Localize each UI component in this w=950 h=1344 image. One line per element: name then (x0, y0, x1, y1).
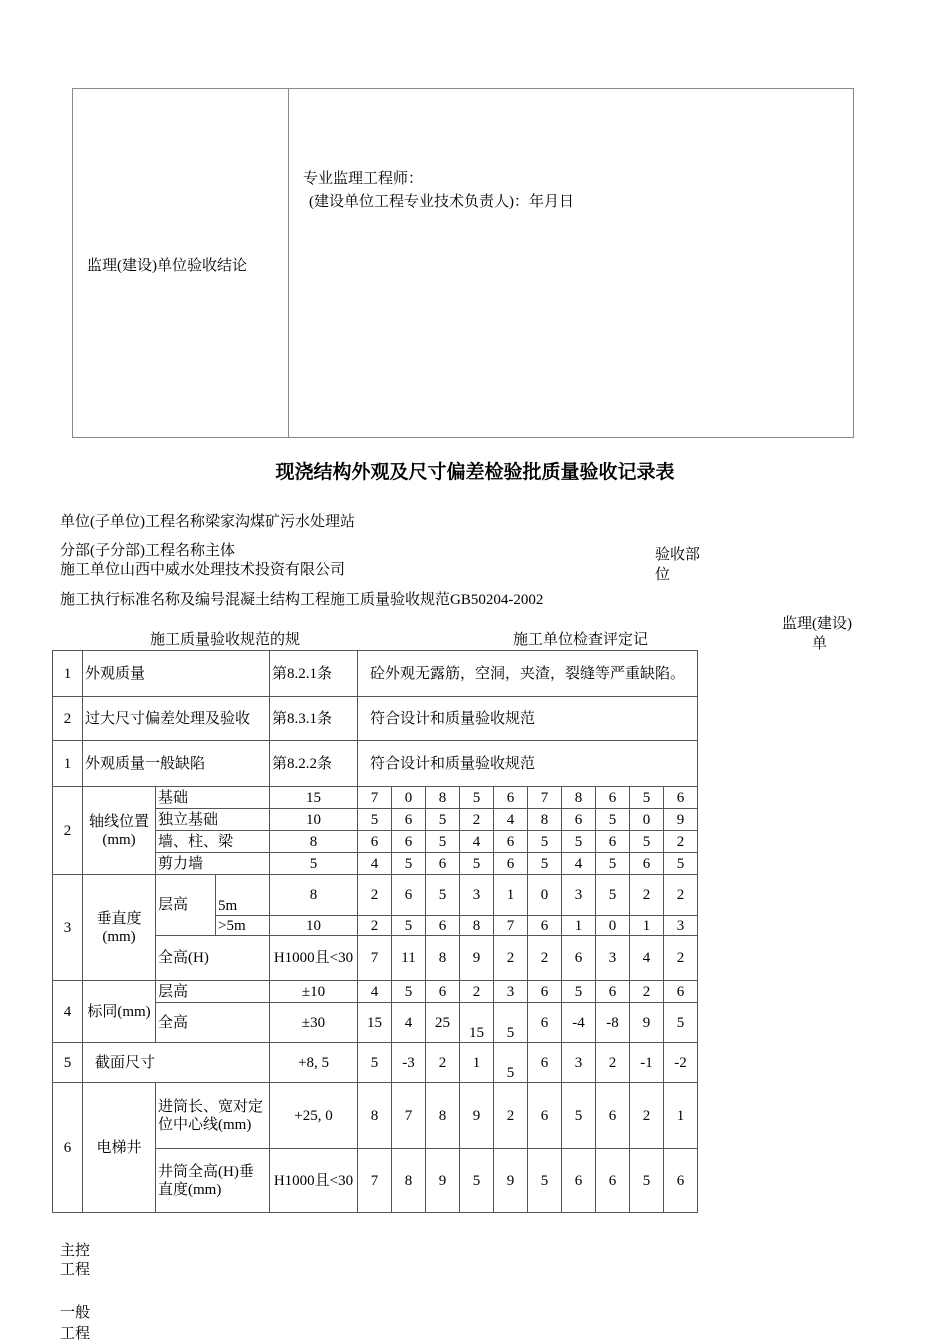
table-row (53, 1083, 698, 1149)
measure: -3 (392, 1043, 426, 1083)
project-name-line: 单位(子单位)工程名称梁家沟煤矿污水处理站 (60, 514, 355, 530)
measure: 2 (630, 981, 664, 1003)
measure: 5 (426, 831, 460, 853)
measure: 1 (460, 1043, 494, 1083)
measure: 6 (528, 1043, 562, 1083)
measure: 2 (630, 1083, 664, 1149)
measure: 4 (630, 936, 664, 981)
sub-item: 井筒全高(H)垂直度(mm) (156, 1149, 270, 1213)
measure: -1 (630, 1043, 664, 1083)
clause: 第8.3.1条 (270, 697, 358, 741)
sub-item: 全高 (156, 1003, 270, 1043)
measure: 8 (562, 787, 596, 809)
table-row (53, 981, 698, 1003)
measure: 4 (494, 809, 528, 831)
measure: 6 (596, 831, 630, 853)
measure: 5 (562, 981, 596, 1003)
measure: 5 (460, 853, 494, 875)
measure: 6 (596, 787, 630, 809)
measure: 5 (392, 853, 426, 875)
sub-item: 层高 (156, 875, 216, 936)
tolerance: 10 (270, 809, 358, 831)
row-number: 5 (53, 1043, 83, 1083)
measure: 6 (596, 1083, 630, 1149)
accept-part-label-1: 验收部 (655, 547, 701, 563)
measure: -4 (562, 1003, 596, 1043)
measure: 9 (426, 1149, 460, 1213)
measure: 1 (494, 875, 528, 916)
measure: 5 (664, 853, 698, 875)
sub-item: >5m (216, 916, 270, 936)
supervisor-label-1: 监理(建设) (782, 616, 852, 632)
measure: 9 (494, 1149, 528, 1213)
measure: 5 (358, 1043, 392, 1083)
measure: 15 (460, 1003, 494, 1043)
group-label: 垂直度(mm) (83, 875, 156, 981)
measure: 5 (494, 1043, 528, 1083)
measure: 5 (392, 981, 426, 1003)
measure: 25 (426, 1003, 460, 1043)
tolerance: ±10 (270, 981, 358, 1003)
measure: 6 (630, 853, 664, 875)
measure: 8 (460, 916, 494, 936)
check-column-header: 施工单位检查评定记 (513, 632, 649, 648)
measure: 7 (358, 787, 392, 809)
measure: 2 (460, 981, 494, 1003)
measure: 0 (630, 809, 664, 831)
sub-item: 基础 (156, 787, 270, 809)
measure: 3 (460, 875, 494, 916)
measure: -8 (596, 1003, 630, 1043)
table-row (53, 741, 698, 787)
measure: 3 (664, 916, 698, 936)
measure: 8 (426, 936, 460, 981)
measure: 8 (358, 1083, 392, 1149)
main-control-label-1: 主控 (60, 1243, 91, 1259)
measure: 5 (494, 1003, 528, 1043)
item-name: 截面尺寸 (83, 1043, 270, 1083)
sub-item: 进筒长、宽对定位中心线(mm) (156, 1083, 270, 1149)
acceptance-label: 监理(建设)单位验收结论 (87, 258, 247, 274)
measure: 11 (392, 936, 426, 981)
tolerance: 8 (270, 875, 358, 916)
sub-project-line: 分部(子分部)工程名称主体 (60, 543, 235, 559)
measure: 5 (562, 831, 596, 853)
contractor-line: 施工单位山西中威水处理技术投资有限公司 (60, 562, 346, 578)
measure: 6 (664, 787, 698, 809)
measure: 5 (630, 831, 664, 853)
tolerance: 15 (270, 787, 358, 809)
measure: 6 (528, 1003, 562, 1043)
measure: 5 (528, 831, 562, 853)
owner-signature-line: (建设单位工程专业技术负责人)：年月日 (309, 194, 574, 210)
measure: 4 (392, 1003, 426, 1043)
measure: 5 (664, 1003, 698, 1043)
sub-item: 5m (216, 875, 270, 916)
measure: 1 (664, 1083, 698, 1149)
acceptance-conclusion-box (72, 88, 854, 438)
measure: 8 (392, 1149, 426, 1213)
measure: 6 (562, 1149, 596, 1213)
general-label-2: 工程 (60, 1326, 91, 1342)
measure: 2 (528, 936, 562, 981)
measure: 6 (494, 787, 528, 809)
measure: 2 (494, 1083, 528, 1149)
item-description: 砼外观无露筋，空洞，夹渣，裂缝等严重缺陷。 (358, 651, 698, 697)
measure: 6 (426, 853, 460, 875)
measure: 2 (358, 916, 392, 936)
measure: 8 (426, 787, 460, 809)
measure: 6 (392, 831, 426, 853)
measure: 5 (426, 875, 460, 916)
measure: 5 (528, 1149, 562, 1213)
measure: 5 (596, 853, 630, 875)
measure: 2 (494, 936, 528, 981)
tolerance: ±30 (270, 1003, 358, 1043)
tolerance: +25, 0 (270, 1083, 358, 1149)
measure: 5 (528, 853, 562, 875)
measure: 2 (596, 1043, 630, 1083)
measure: 3 (562, 875, 596, 916)
measure: 6 (528, 916, 562, 936)
clause: 第8.2.2条 (270, 741, 358, 787)
measure: 9 (460, 936, 494, 981)
measure: 6 (664, 981, 698, 1003)
measure: 7 (494, 916, 528, 936)
measure: 5 (596, 809, 630, 831)
sub-item: 层高 (156, 981, 270, 1003)
measure: 5 (562, 1083, 596, 1149)
measure: 2 (664, 875, 698, 916)
group-label: 电梯井 (83, 1083, 156, 1213)
box-divider (288, 89, 289, 437)
measure: 3 (494, 981, 528, 1003)
measure: 6 (596, 981, 630, 1003)
measure: 5 (460, 787, 494, 809)
table-row (53, 1043, 698, 1083)
item-name: 外观质量一般缺陷 (83, 741, 270, 787)
measure: 4 (358, 981, 392, 1003)
measure: 7 (358, 1149, 392, 1213)
measure: 0 (392, 787, 426, 809)
measure: 6 (426, 916, 460, 936)
row-number: 2 (53, 697, 83, 741)
inspection-table (52, 650, 698, 1213)
measure: 9 (460, 1083, 494, 1149)
standard-line: 施工执行标准名称及编号混凝土结构工程施工质量验收规范GB50204-2002 (60, 592, 544, 608)
measure: 1 (562, 916, 596, 936)
item-description: 符合设计和质量验收规范 (358, 741, 698, 787)
tolerance: +8, 5 (270, 1043, 358, 1083)
item-description: 符合设计和质量验收规范 (358, 697, 698, 741)
measure: 7 (392, 1083, 426, 1149)
measure: 5 (426, 809, 460, 831)
measure: 4 (562, 853, 596, 875)
measure: 2 (426, 1043, 460, 1083)
measure: 5 (630, 787, 664, 809)
measure: 2 (358, 875, 392, 916)
group-label: 标同(mm) (83, 981, 156, 1043)
sub-item: 剪力墙 (156, 853, 270, 875)
measure: 6 (392, 875, 426, 916)
spec-column-header: 施工质量验收规范的规 (150, 632, 301, 648)
measure: 6 (494, 831, 528, 853)
measure: 15 (358, 1003, 392, 1043)
sub-item: 独立基础 (156, 809, 270, 831)
measure: 4 (358, 853, 392, 875)
measure: 6 (664, 1149, 698, 1213)
measure: 2 (664, 831, 698, 853)
engineer-signature-line: 专业监理工程师： (303, 171, 424, 187)
item-name: 外观质量 (83, 651, 270, 697)
measure: 7 (528, 787, 562, 809)
measure: 2 (664, 936, 698, 981)
measure: 3 (562, 1043, 596, 1083)
row-number: 4 (53, 981, 83, 1043)
measure: 6 (528, 981, 562, 1003)
measure: 1 (630, 916, 664, 936)
measure: 5 (392, 916, 426, 936)
item-name: 过大尺寸偏差处理及验收 (83, 697, 270, 741)
row-number: 1 (53, 651, 83, 697)
measure: 6 (392, 809, 426, 831)
main-control-label-2: 工程 (60, 1262, 91, 1278)
tolerance: 5 (270, 853, 358, 875)
tolerance: 8 (270, 831, 358, 853)
measure: 6 (528, 1083, 562, 1149)
table-row (53, 651, 698, 697)
measure: -2 (664, 1043, 698, 1083)
tolerance: H1000且<30 (270, 936, 358, 981)
row-number: 1 (53, 741, 83, 787)
row-number: 2 (53, 787, 83, 875)
measure: 4 (460, 831, 494, 853)
measure: 3 (596, 936, 630, 981)
accept-part-label-2: 位 (655, 567, 671, 583)
measure: 8 (528, 809, 562, 831)
measure: 6 (562, 936, 596, 981)
measure: 7 (358, 936, 392, 981)
measure: 6 (562, 809, 596, 831)
measure: 5 (358, 809, 392, 831)
page-title: 现浇结构外观及尺寸偏差检验批质量验收记录表 (275, 461, 675, 483)
table-row (53, 787, 698, 809)
measure: 2 (460, 809, 494, 831)
group-label: 轴线位置(mm) (83, 787, 156, 875)
measure: 9 (630, 1003, 664, 1043)
measure: 2 (630, 875, 664, 916)
tolerance: 10 (270, 916, 358, 936)
measure: 0 (528, 875, 562, 916)
measure: 6 (494, 853, 528, 875)
table-row (53, 875, 698, 916)
measure: 6 (358, 831, 392, 853)
measure: 0 (596, 916, 630, 936)
general-label-1: 一般 (60, 1305, 91, 1321)
clause: 第8.2.1条 (270, 651, 358, 697)
measure: 8 (426, 1083, 460, 1149)
measure: 9 (664, 809, 698, 831)
measure: 6 (426, 981, 460, 1003)
sub-item: 墙、柱、梁 (156, 831, 270, 853)
row-number: 6 (53, 1083, 83, 1213)
measure: 5 (596, 875, 630, 916)
measure: 6 (596, 1149, 630, 1213)
measure: 5 (460, 1149, 494, 1213)
measure: 5 (630, 1149, 664, 1213)
row-number: 3 (53, 875, 83, 981)
table-row (53, 697, 698, 741)
tolerance: H1000且<30 (270, 1149, 358, 1213)
sub-item: 全高(H) (156, 936, 270, 981)
supervisor-label-2: 单 (812, 636, 828, 652)
